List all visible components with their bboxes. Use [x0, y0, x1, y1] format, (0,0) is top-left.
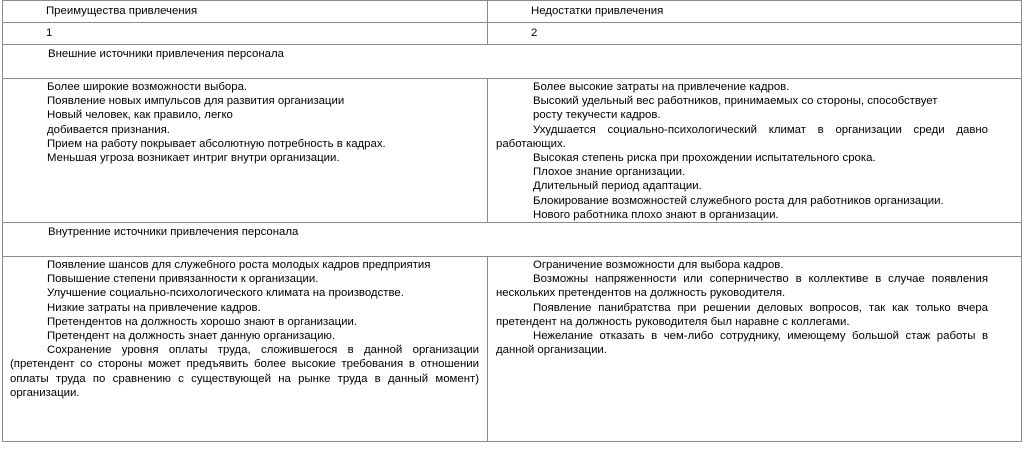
list-item: Низкие затраты на привлечение кадров. [47, 301, 261, 314]
list-item: росту текучести кадров. [533, 109, 661, 122]
number-cell-2 [488, 23, 1022, 45]
list-item: Претендентов на должность хорошо знают в организации. [47, 315, 358, 328]
recruitment-sources-table [2, 0, 1022, 442]
list-item: Плохое знание организации. [533, 166, 686, 179]
list-item: Повышение степени привязанности к организации. [47, 273, 319, 286]
external-disadvantages-cell [488, 79, 1022, 223]
external-advantages-list [3, 79, 487, 165]
list-item: Меньшая угроза возникает интриг внутри организации. [47, 152, 340, 165]
header-row [3, 1, 1022, 23]
internal-advantages-cell [3, 257, 488, 442]
internal-section-title: Внутренние источники привлечения персонала [48, 226, 299, 239]
list-item: Блокирование возможностей служебного роста для работников организации. [533, 194, 944, 207]
list-item: Улучшение социально-психологического климата на производстве. [47, 287, 404, 300]
list-item: Претендент на должность знает данную организацию. [47, 330, 336, 343]
internal-disadvantages-list [488, 257, 1021, 357]
list-item: Сохранение уровня оплаты труда, сложившегося в данной организации (претендент со стороны может предъявить более высокие требования в отношении оплаты труда по сравнению с существующей на рынке труда в данный момент) организации. [10, 344, 479, 399]
internal-section-cell [3, 223, 1022, 257]
header-disadvantages: Недостатки привлечения [531, 5, 664, 17]
list-item: Высокий удельный вес работников, принимаемых со стороны, способствует [533, 95, 938, 108]
header-advantages: Преимущества привлечения [46, 5, 198, 17]
list-item: Новый человек, как правило, легко [47, 109, 233, 122]
external-section-cell [3, 45, 1022, 79]
list-item: Появление шансов для служебного роста молодых кадров предприятия [47, 259, 431, 272]
list-item: Ограничение возможности для выбора кадров. [533, 259, 784, 272]
column-number-1: 1 [46, 27, 53, 39]
list-item: Прием на работу покрывает абсолютную потребность в кадрах. [47, 137, 386, 150]
external-advantages-cell [3, 79, 488, 223]
internal-disadvantages-cell [488, 257, 1022, 442]
list-item: Более широкие возможности выбора. [47, 81, 248, 93]
column-number-2: 2 [531, 27, 538, 39]
internal-content-row [3, 257, 1022, 442]
internal-section-row [3, 223, 1022, 257]
list-item: Появление панибратства при решении деловых вопросов, так как только вчера претендент на должность руководителя был наравне с коллегами. [496, 301, 988, 328]
list-item: Возможны напряженности или соперничество в коллективе в случае появления нескольких претендентов на должность руководителя. [496, 273, 988, 300]
header-cell-disadvantages [488, 1, 1022, 23]
list-item: Ухудшается социально-психологический климат в организации среди давно работающих. [496, 123, 988, 150]
list-item: Высокая степень риска при прохождении испытательного срока. [533, 152, 876, 165]
external-section-row [3, 45, 1022, 79]
external-content-row [3, 79, 1022, 223]
list-item: Нежелание отказать в чем-либо сотруднику, имеющему большой стаж работы в данной организации. [496, 330, 988, 357]
list-item: Появление новых импульсов для развития организации [47, 95, 345, 108]
internal-advantages-list [3, 257, 487, 400]
list-item: Более высокие затраты на привлечение кадров. [533, 81, 790, 93]
list-item: Длительный период адаптации. [533, 180, 702, 193]
list-item: добивается признания. [47, 123, 170, 136]
number-cell-1 [3, 23, 488, 45]
number-row [3, 23, 1022, 45]
external-disadvantages-list [488, 79, 1021, 222]
header-cell-advantages [3, 1, 488, 23]
list-item: Нового работника плохо знают в организации. [533, 208, 779, 221]
external-section-title: Внешние источники привлечения персонала [48, 48, 284, 60]
